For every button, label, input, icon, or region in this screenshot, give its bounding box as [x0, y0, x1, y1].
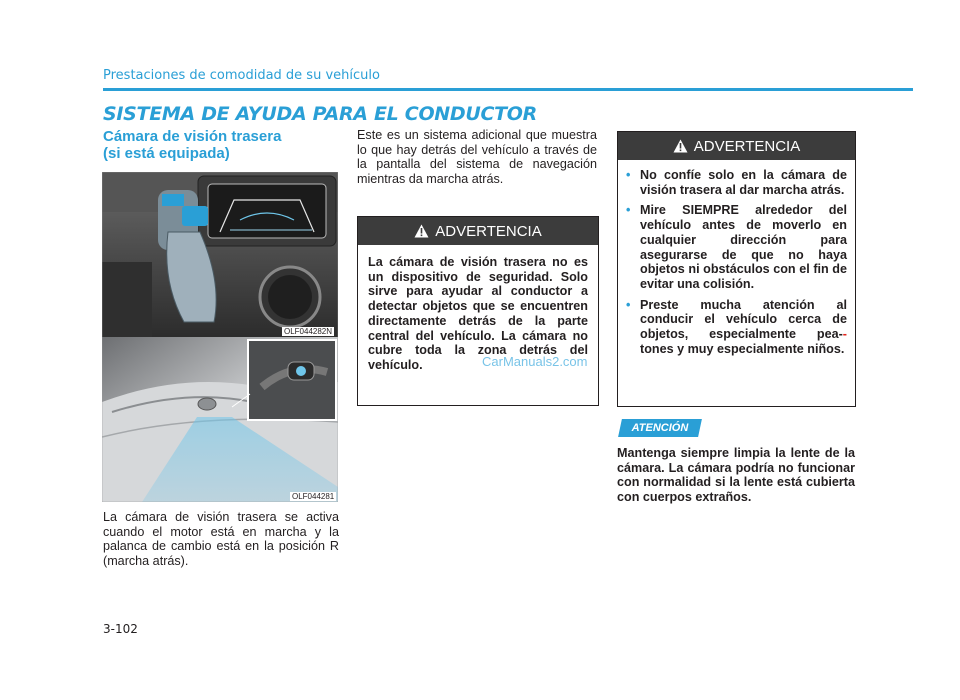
camera-activation-paragraph: La cámara de visión trasera se activa cuando el motor está en marcha y la palanca de cambio está en la posición R (marcha atrás).	[103, 510, 339, 568]
bullet-icon: •	[626, 297, 631, 312]
warning-triangle-icon	[414, 224, 429, 238]
caution-text: Mantenga siempre limpia la lente de la cámara. La cámara podría no funcionar con normalidad si la lente está cubierta con cuerpos extraños.	[617, 446, 855, 504]
warning-bullets	[618, 160, 855, 356]
header-rule	[103, 88, 913, 91]
page-title: SISTEMA DE AYUDA PARA EL CONDUCTOR	[103, 103, 537, 125]
warning-box-safety	[357, 216, 599, 406]
system-description-paragraph: Este es un sistema adicional que muestra lo que hay detrás del vehículo a través de la pantalla del sistema de navegación mientras da marcha atrás.	[357, 128, 597, 186]
caution-label: ATENCIÓN	[631, 422, 689, 434]
warning-bullet: • Preste mucha atención al conducir el vehículo cerca de objetos, especialmente pea-- tones y muy especialmente niños.	[626, 297, 847, 356]
warning-text: La cámara de visión trasera no es un dispositivo de seguridad. Solo sirve para ayudar al conductor a detectar objetos que se encuentren directamente detrás de la parte central del vehículo. La cámara no cubre toda la zona detrás del vehículo.	[368, 255, 588, 372]
warning-header	[618, 132, 855, 160]
warning-bullet: • No confíe solo en la cámara de visión trasera al dar marcha atrás.	[626, 168, 847, 197]
subtitle-line: (si está equipada)	[103, 145, 230, 162]
gear-shift-photo	[102, 172, 338, 337]
warning-header	[358, 217, 598, 245]
warning-heading: ADVERTENCIA	[693, 137, 801, 155]
warning-triangle-icon	[673, 139, 688, 153]
rear-camera-illustration	[102, 172, 338, 502]
image-code-top: OLF044282N	[284, 327, 333, 336]
section-subtitle	[103, 128, 343, 162]
page-number: 3-102	[103, 622, 138, 636]
warning-heading: ADVERTENCIA	[435, 222, 542, 240]
bullet-icon: •	[626, 203, 631, 218]
image-code-bottom: OLF044281	[292, 492, 335, 501]
bullet-icon: •	[626, 168, 631, 182]
subtitle-line: Cámara de visión trasera	[103, 128, 282, 145]
hyphen-mark: -	[842, 327, 847, 342]
section-header: Prestaciones de comodidad de su vehículo	[103, 68, 380, 83]
warning-box-reversing	[617, 131, 856, 407]
watermark: CarManuals2.com	[482, 354, 588, 369]
warning-bullet: • Mire SIEMPRE alrededor del vehículo antes de moverlo en cualquier dirección para asegurarse de que no haya objetos ni obstáculos con el fin de evitar una colisión.	[626, 203, 847, 291]
rear-car-photo	[102, 337, 338, 502]
